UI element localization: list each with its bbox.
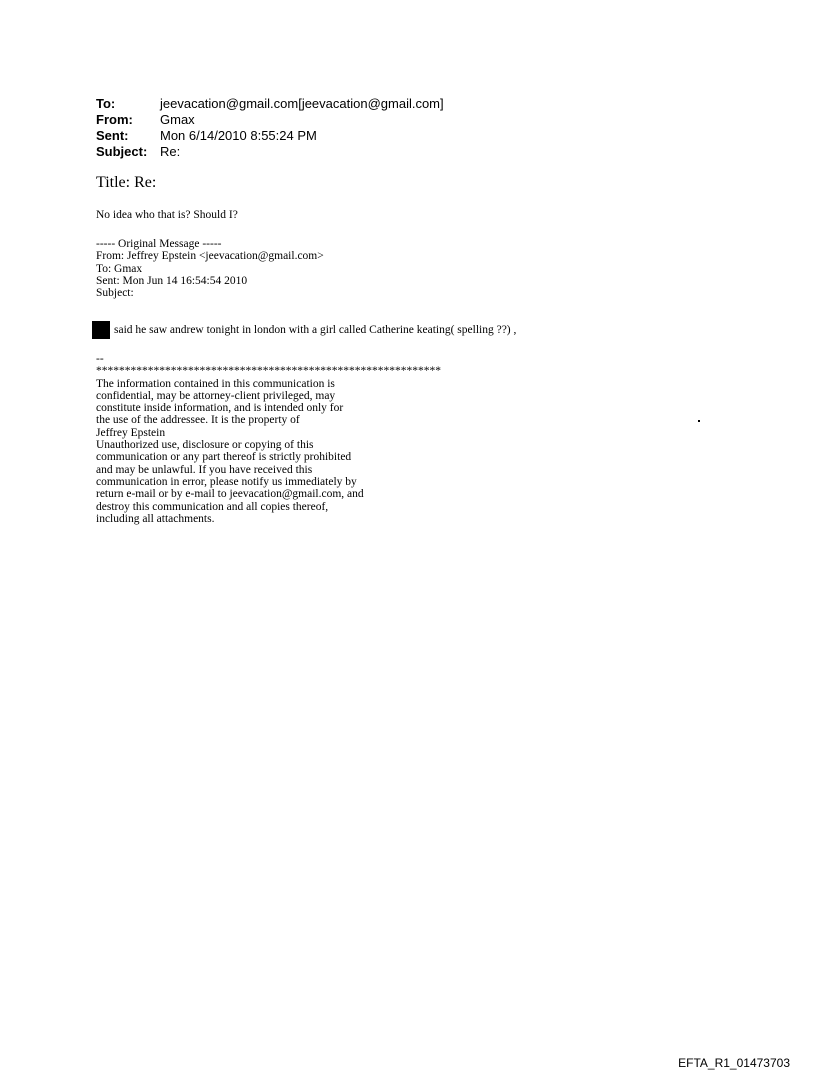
signature-line: destroy this communication and all copies thereof,: [96, 500, 329, 513]
subject-value: Re:: [160, 144, 181, 159]
to-value: jeevacation@gmail.com[jeevacation@gmail.com]: [160, 96, 444, 111]
signature-line: confidential, may be attorney-client privileged, may: [96, 389, 336, 402]
signature-block: [96, 353, 441, 525]
signature-line: constitute inside information, and is intended only for: [96, 402, 344, 415]
reply-text: No idea who that is? Should I?: [96, 209, 238, 221]
signature-line: Unauthorized use, disclosure or copying of this: [96, 439, 314, 452]
original-subject: Subject:: [96, 287, 134, 300]
original-sent: Sent: Mon Jun 14 16:54:54 2010: [96, 274, 248, 287]
original-message-separator: ----- Original Message -----: [96, 238, 222, 250]
original-message-header: [96, 238, 324, 299]
signature-stars: ************************************************************: [96, 365, 441, 378]
signature-line: and may be unlawful. If you have received this: [96, 463, 313, 476]
signature-line: communication or any part thereof is strictly prohibited: [96, 451, 352, 464]
signature-line: the use of the addressee. It is the property of: [96, 414, 300, 427]
original-from: From: Jeffrey Epstein <jeevacation@gmail.com>: [96, 250, 324, 263]
redaction-box: [92, 321, 110, 339]
sent-value: Mon 6/14/2010 8:55:24 PM: [160, 128, 317, 143]
signature-line: Jeffrey Epstein: [96, 426, 166, 439]
from-row: [96, 112, 444, 128]
document-id: EFTA_R1_01473703: [678, 1056, 790, 1070]
signature-line: communication in error, please notify us immediately by: [96, 475, 357, 488]
original-body: said he saw andrew tonight in london with a girl called Catherine keating( spelling ??) ,: [114, 324, 517, 336]
original-body-line: [92, 320, 516, 340]
original-to: To: Gmax: [96, 262, 143, 275]
message-title: Title: Re:: [96, 174, 157, 191]
signature-dashes: --: [96, 353, 104, 365]
stray-dot: [698, 420, 700, 422]
signature-line: The information contained in this communication is: [96, 377, 335, 390]
sent-label: Sent:: [96, 128, 129, 143]
to-label: To:: [96, 96, 116, 111]
signature-line: return e-mail or by e-mail to jeevacation@gmail.com, and: [96, 488, 364, 501]
subject-label: Subject:: [96, 144, 148, 159]
sent-row: [96, 128, 444, 144]
email-header: [96, 96, 444, 160]
to-row: [96, 96, 444, 112]
signature-line: including all attachments.: [96, 512, 215, 525]
from-value: Gmax: [160, 112, 195, 127]
from-label: From:: [96, 112, 133, 127]
subject-row: [96, 144, 444, 160]
